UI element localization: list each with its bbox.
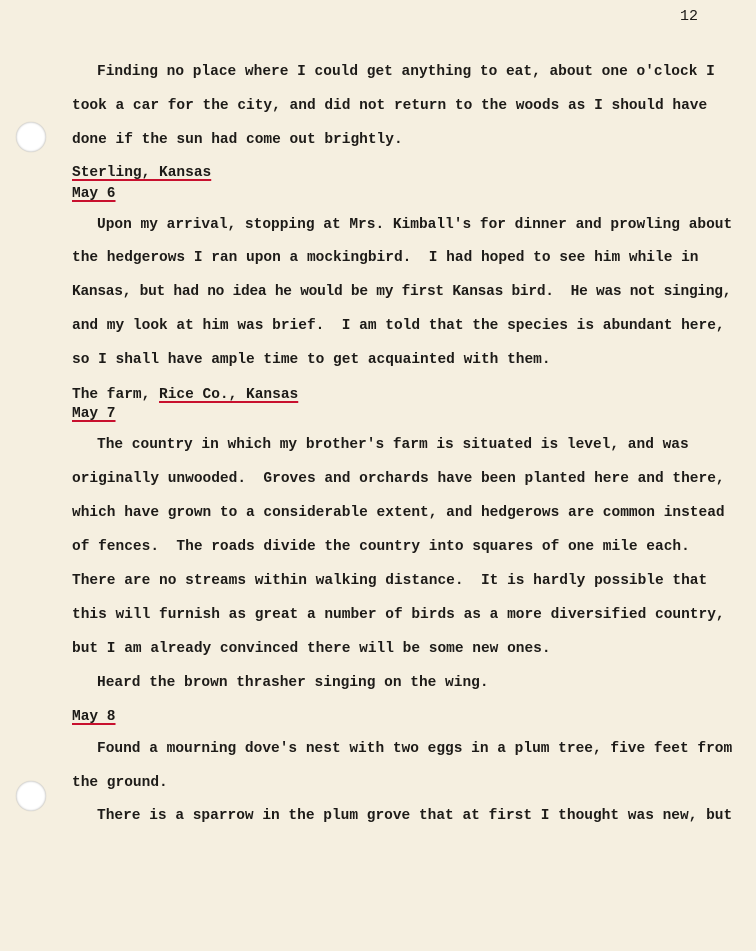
- page-number: 12: [680, 8, 699, 25]
- punch-hole: [16, 781, 46, 811]
- text-line: There are no streams within walking distance. It is hardly possible that: [72, 573, 708, 589]
- location-prefix: The farm,: [72, 387, 160, 403]
- text-line: Kansas, but had no idea he would be my first Kansas bird. He was not singing,: [72, 284, 732, 300]
- date-heading: May 6: [72, 186, 116, 202]
- text-line: Upon my arrival, stopping at Mrs. Kimball's for dinner and prowling about: [97, 217, 733, 233]
- text-line: which have grown to a considerable extent, and hedgerows are common instead: [72, 505, 725, 521]
- text-line: Finding no place where I could get anything to eat, about one o'clock I: [97, 64, 715, 80]
- text-line: of fences. The roads divide the country into squares of one mile each.: [72, 539, 690, 555]
- text-line: done if the sun had come out brightly.: [72, 132, 403, 148]
- text-line: but I am already convinced there will be some new ones.: [72, 641, 551, 657]
- text-line: Found a mourning dove's nest with two eggs in a plum tree, five feet from: [97, 741, 733, 757]
- text-line: originally unwooded. Groves and orchards have been planted here and there,: [72, 471, 725, 487]
- location-underlined: Rice Co., Kansas: [159, 387, 299, 403]
- text-line: There is a sparrow in the plum grove that at first I thought was new, but: [97, 808, 733, 824]
- text-line: so I shall have ample time to get acquainted with them.: [72, 352, 551, 368]
- text-line: the hedgerows I ran upon a mockingbird. I had hoped to see him while in: [72, 250, 699, 266]
- punch-hole: [16, 122, 46, 152]
- text-line: Heard the brown thrasher singing on the wing.: [97, 675, 489, 691]
- text-line: The country in which my brother's farm is situated is level, and was: [97, 437, 689, 453]
- location-heading: Sterling, Kansas: [72, 165, 212, 181]
- date-heading: May 7: [72, 406, 116, 422]
- date-heading: May 8: [72, 709, 116, 725]
- text-line: and my look at him was brief. I am told that the species is abundant here,: [72, 318, 725, 334]
- text-line: this will furnish as great a number of birds as a more diversified country,: [72, 607, 725, 623]
- location-heading: [72, 387, 298, 403]
- text-line: the ground.: [72, 775, 168, 791]
- text-line: took a car for the city, and did not return to the woods as I should have: [72, 98, 708, 114]
